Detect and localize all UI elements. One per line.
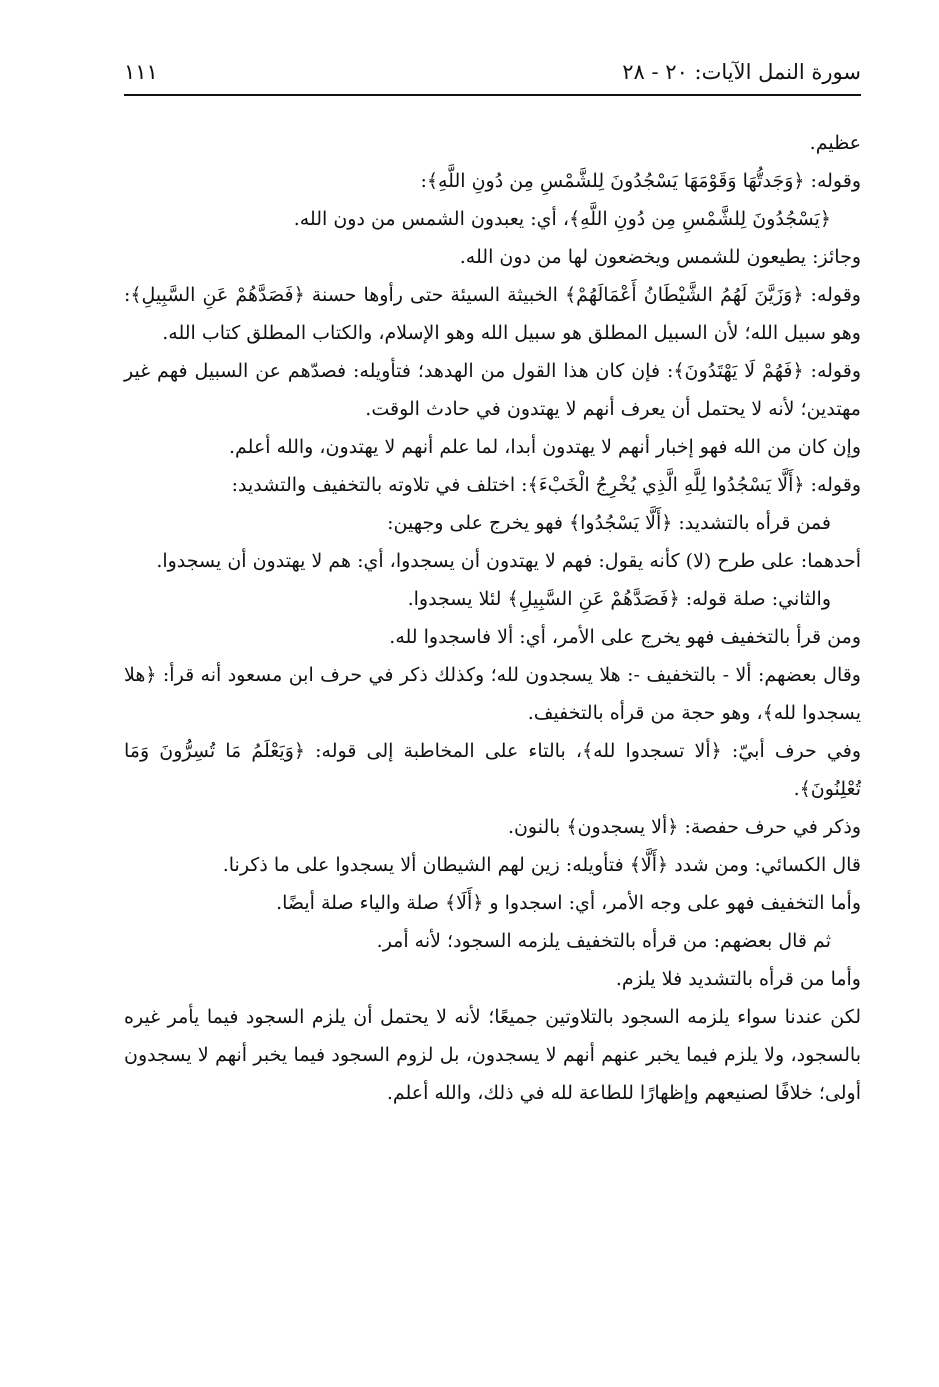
paragraph: وذكر في حرف حفصة: ﴿ألا يسجدون﴾ بالنون.: [507, 816, 861, 838]
paragraph: وقوله: ﴿وَجَدتُّهَا وَقَوْمَهَا يَسْجُدُونَ لِلشَّمْسِ مِن دُونِ اللَّهِ﴾:: [420, 170, 861, 192]
paragraph: وقوله: ﴿فَهُمْ لَا يَهْتَدُونَ﴾: فإن كان هذا القول من الهدهد؛ فتأويله: فصدّهم عن السبيل فهم غير مهتدين؛ لأنه لا يحتمل أن يعرف أنهم لا يهتدون في حادث الوقت.: [124, 360, 861, 420]
paragraph: فمن قرأه بالتشديد: ﴿أَلَّا يَسْجُدُوا﴾ فهو يخرج على وجهين:: [387, 512, 831, 534]
paragraph: وإن كان من الله فهو إخبار أنهم لا يهتدون أبدا، لما علم أنهم لا يهتدون، والله أعلم.: [229, 436, 861, 458]
book-page: [124, 52, 861, 1352]
paragraph: وجائز: يطيعون للشمس ويخضعون لها من دون الله.: [459, 246, 861, 268]
paragraph: لكن عندنا سواء يلزمه السجود بالتلاوتين جميعًا؛ لأنه لا يحتمل أن يلزم السجود فيما يأمر غيره بالسجود، ولا يلزم فيما يخبر عنهم أنهم لا يسجدون، بل لزوم السجود فيما يخبر أنهم لا يسجدون أولى؛ خلافًا لصنيعهم وإظهارًا للطاعة لله في ذلك، والله أعلم.: [124, 1006, 861, 1104]
paragraph: أحدهما: على طرح (لا) كأنه يقول: فهم لا يهتدون أن يسجدوا، أي: هم لا يهتدون أن يسجدوا.: [156, 550, 861, 572]
page-number: ١١١: [124, 60, 158, 84]
paragraph: وقوله: ﴿أَلَّا يَسْجُدُوا لِلَّهِ الَّذِي يُخْرِجُ الْخَبْءَ﴾: اختلف في تلاوته بالتخفيف والتشديد:: [231, 474, 861, 496]
running-title: سورة النمل الآيات: ٢٠ - ٢٨: [622, 60, 861, 84]
paragraph: وأما من قرأه بالتشديد فلا يلزم.: [615, 968, 861, 990]
page-body: [124, 124, 861, 1112]
paragraph: وقوله: ﴿وَزَيَّنَ لَهُمُ الشَّيْطَانُ أَعْمَالَهُمْ﴾ الخبيثة السيئة حتى رأوها حسنة ﴿فَصَدَّهُمْ عَنِ السَّبِيلِ﴾: وهو سبيل الله؛ لأن السبيل المطلق هو سبيل الله وهو الإسلام، والكتاب المطلق كتاب الله.: [124, 284, 861, 344]
paragraph: ﴿يَسْجُدُونَ لِلشَّمْسِ مِن دُونِ اللَّهِ﴾، أي: يعبدون الشمس من دون الله.: [293, 208, 831, 230]
paragraph: وفي حرف أبيّ: ﴿ألا تسجدوا لله﴾، بالتاء على المخاطبة إلى قوله: ﴿وَيَعْلَمُ مَا تُسِرُّونَ وَمَا تُعْلِنُونَ﴾.: [124, 740, 861, 800]
paragraph: والثاني: صلة قوله: ﴿فَصَدَّهُمْ عَنِ السَّبِيلِ﴾ لئلا يسجدوا.: [407, 588, 831, 610]
paragraph: وقال بعضهم: ألا - بالتخفيف -: هلا يسجدون لله؛ وكذلك ذكر في حرف ابن مسعود أنه قرأ: ﴿هلا يسجدوا لله﴾، وهو حجة من قرأه بالتخفيف.: [124, 664, 861, 724]
page-header: [124, 52, 861, 96]
paragraph: ومن قرأ بالتخفيف فهو يخرج على الأمر، أي: ألا فاسجدوا لله.: [389, 626, 861, 648]
paragraph: ثم قال بعضهم: من قرأه بالتخفيف يلزمه السجود؛ لأنه أمر.: [376, 930, 831, 952]
paragraph: وأما التخفيف فهو على وجه الأمر، أي: اسجدوا و ﴿أَلَا﴾ صلة والياء صلة أيضًا.: [276, 892, 861, 914]
paragraph: قال الكسائي: ومن شدد ﴿أَلَّا﴾ فتأويله: زين لهم الشيطان ألا يسجدوا على ما ذكرنا.: [222, 854, 861, 876]
paragraph: عظيم.: [809, 132, 861, 154]
